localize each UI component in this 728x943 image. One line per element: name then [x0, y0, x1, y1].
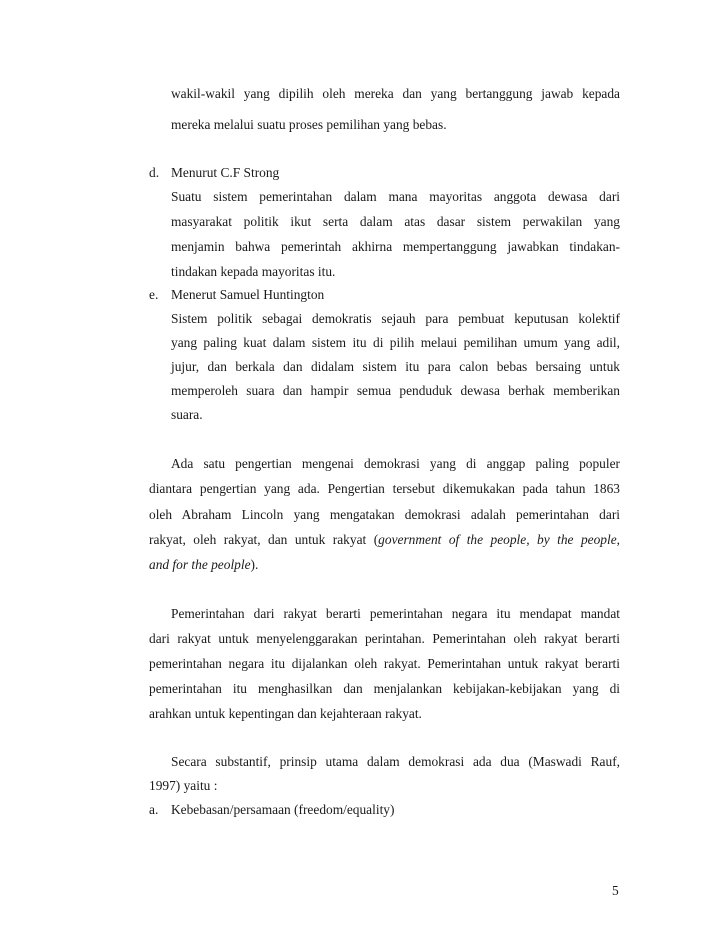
paragraph-1-line: oleh Abraham Lincoln yang mengatakan demokrasi adalah pemerintahan dari [149, 507, 620, 522]
item-d-heading: Menurut C.F Strong [171, 165, 280, 180]
item-d-line: tindakan kepada mayoritas itu. [171, 264, 336, 279]
line-text: rakyat, oleh rakyat, dan untuk rakyat ( [149, 532, 379, 547]
paragraph-3-line: Secara substantif, prinsip utama dalam demokrasi ada dua (Maswadi Rauf, [171, 754, 620, 769]
item-d-line: menjamin bahwa pemerintah akhirna mempertanggung jawabkan tindakan- [171, 239, 620, 254]
paragraph-2-line: pemerintahan negara itu dijalankan oleh rakyat. Pemerintahan untuk rakyat berarti [149, 656, 620, 671]
intro-line: mereka melalui suatu proses pemilihan yang bebas. [171, 117, 447, 132]
line-text: , [616, 532, 620, 547]
quote-italic: government of the people, by the people [378, 532, 617, 547]
list-marker-e: e. [149, 287, 159, 302]
item-e-line: yang paling kuat dalam sistem itu di pilih melaui pemilihan umum yang adil, [171, 335, 620, 350]
item-a-text: Kebebasan/persamaan (freedom/equality) [171, 802, 395, 817]
list-marker-d: d. [149, 165, 160, 180]
paragraph-2-line: dari rakyat untuk menyelenggarakan perintahan. Pemerintahan oleh rakyat berarti [149, 631, 620, 646]
paragraph-2-line: arahkan untuk kepentingan dan kejahteraan rakyat. [149, 706, 422, 721]
item-e-line: memperoleh suara dan hampir semua penduduk dewasa berhak memberikan [171, 383, 620, 398]
paragraph-1-line [149, 557, 258, 573]
paragraph-3-line: 1997) yaitu : [149, 778, 218, 793]
item-e-line: Sistem politik sebagai demokratis sejauh para pembuat keputusan kolektif [171, 311, 620, 326]
paragraph-1-line: diantara pengertian yang ada. Pengertian tersebut dikemukakan pada tahun 1863 [149, 481, 620, 496]
item-e-line: suara. [171, 407, 203, 422]
line-text: ). [250, 557, 259, 572]
page-number: 5 [612, 883, 619, 898]
item-d-line: masyarakat politik ikut serta dalam atas dasar sistem perwakilan yang [171, 214, 620, 229]
intro-line: wakil-wakil yang dipilih oleh mereka dan yang bertanggung jawab kepada [171, 86, 620, 101]
item-e-line: jujur, dan berkala dan didalam sistem itu para calon bebas bersaing untuk [171, 359, 620, 374]
paragraph-2-line: pemerintahan itu menghasilkan dan menjalankan kebijakan-kebijakan yang di [149, 681, 620, 696]
paragraph-2-line: Pemerintahan dari rakyat berarti pemerintahan negara itu mendapat mandat [171, 606, 620, 621]
item-d-line: Suatu sistem pemerintahan dalam mana mayoritas anggota dewasa dari [171, 189, 620, 204]
paragraph-1-line [149, 532, 620, 548]
paragraph-1-line: Ada satu pengertian mengenai demokrasi yang di anggap paling populer [171, 456, 620, 471]
quote-italic: and for the peolple [149, 557, 251, 572]
item-e-heading: Menerut Samuel Huntington [171, 287, 325, 302]
list-marker-a: a. [149, 802, 159, 817]
